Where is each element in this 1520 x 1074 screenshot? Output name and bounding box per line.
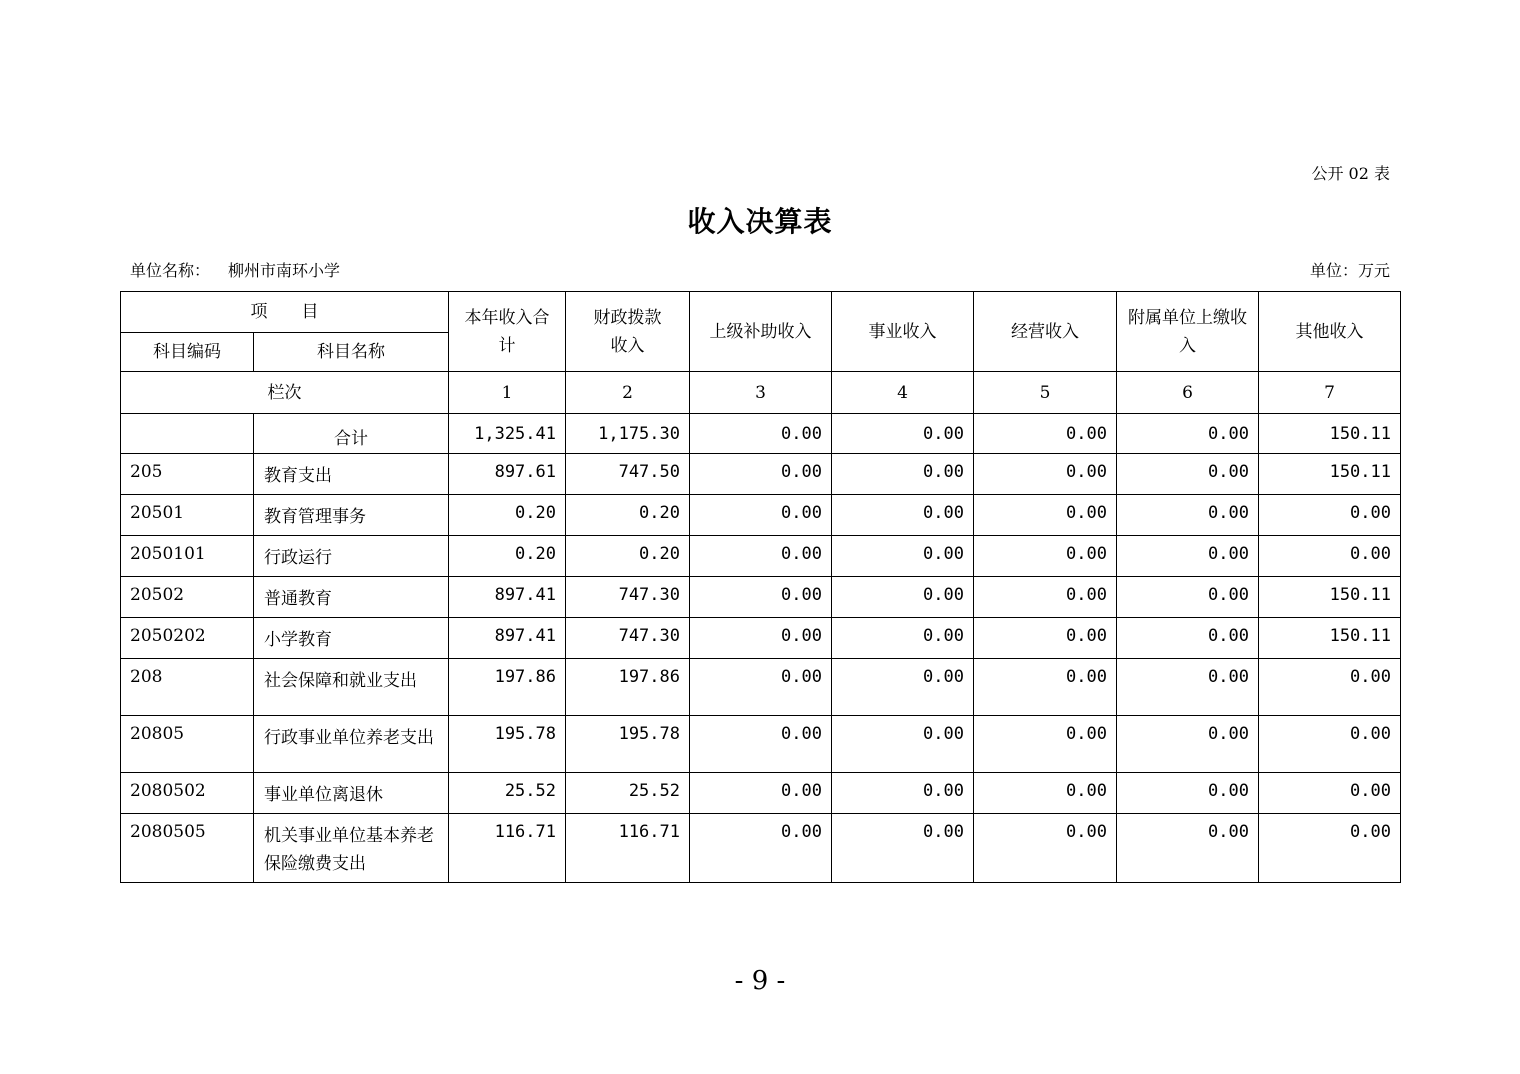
- amount-cell: 150.11: [1259, 454, 1401, 495]
- subject-name-cell: 教育支出: [254, 454, 449, 495]
- amount-cell: 0.00: [832, 716, 974, 773]
- income-settlement-table: [120, 291, 1401, 883]
- table-row: [121, 773, 1401, 814]
- header-subject-code: 科目编码: [121, 333, 254, 372]
- subject-name-cell: 行政运行: [254, 536, 449, 577]
- column-index-row: [121, 372, 1401, 414]
- amount-cell: 0.00: [1117, 618, 1259, 659]
- amount-cell: 116.71: [449, 814, 566, 883]
- page-number: - 9 -: [734, 966, 786, 996]
- total-value: 0.00: [690, 414, 832, 454]
- amount-cell: 0.00: [1117, 577, 1259, 618]
- amount-cell: 0.00: [690, 659, 832, 716]
- subject-code-cell: 205: [121, 454, 254, 495]
- table-row: [121, 814, 1401, 883]
- amount-cell: 0.00: [690, 577, 832, 618]
- column-index: 4: [832, 372, 974, 414]
- total-value: 1,175.30: [566, 414, 690, 454]
- header-item: 项 目: [121, 292, 449, 333]
- amount-cell: 0.00: [690, 716, 832, 773]
- amount-cell: 0.00: [1117, 659, 1259, 716]
- subject-code-cell: 20502: [121, 577, 254, 618]
- amount-cell: 0.00: [832, 659, 974, 716]
- header-fiscal: 财政拨款收入: [566, 292, 690, 372]
- amount-cell: 0.00: [974, 773, 1117, 814]
- header-superior: 上级补助收入: [690, 292, 832, 372]
- amount-cell: 0.00: [1117, 716, 1259, 773]
- amount-cell: 0.20: [566, 536, 690, 577]
- column-index: 1: [449, 372, 566, 414]
- table-row: [121, 659, 1401, 716]
- amount-cell: 0.00: [1259, 536, 1401, 577]
- amount-cell: 0.00: [832, 773, 974, 814]
- total-value: 0.00: [974, 414, 1117, 454]
- amount-cell: 0.00: [1259, 773, 1401, 814]
- amount-cell: 747.30: [566, 618, 690, 659]
- subject-code-cell: 2080505: [121, 814, 254, 883]
- unit-name-group: [130, 258, 340, 281]
- table-row: [121, 577, 1401, 618]
- total-value: 1,325.41: [449, 414, 566, 454]
- amount-cell: 0.00: [974, 659, 1117, 716]
- amount-cell: 0.00: [1117, 454, 1259, 495]
- amount-cell: 25.52: [449, 773, 566, 814]
- header-total: 本年收入合计: [449, 292, 566, 372]
- amount-cell: 0.00: [1259, 716, 1401, 773]
- column-index-label: 栏次: [121, 372, 449, 414]
- column-index: 7: [1259, 372, 1401, 414]
- total-value: 0.00: [1117, 414, 1259, 454]
- amount-cell: 0.00: [974, 536, 1117, 577]
- amount-cell: 897.61: [449, 454, 566, 495]
- subject-name-cell: 小学教育: [254, 618, 449, 659]
- amount-cell: 0.00: [832, 577, 974, 618]
- subject-code-cell: 2080502: [121, 773, 254, 814]
- amount-cell: 0.20: [566, 495, 690, 536]
- amount-cell: 0.00: [974, 577, 1117, 618]
- table-row: [121, 536, 1401, 577]
- form-code: 公开 02 表: [1311, 164, 1390, 183]
- amount-cell: 0.00: [974, 454, 1117, 495]
- amount-cell: 197.86: [566, 659, 690, 716]
- subject-name-cell: 行政事业单位养老支出: [254, 716, 449, 773]
- amount-cell: 0.00: [690, 536, 832, 577]
- total-row: [121, 414, 1401, 454]
- amount-cell: 0.00: [832, 618, 974, 659]
- page-title: 收入决算表: [687, 205, 833, 238]
- amount-cell: 0.00: [690, 495, 832, 536]
- table-row: [121, 454, 1401, 495]
- amount-cell: 0.00: [690, 618, 832, 659]
- amount-cell: 0.00: [1117, 773, 1259, 814]
- header-other: 其他收入: [1259, 292, 1401, 372]
- amount-cell: 897.41: [449, 577, 566, 618]
- subject-name-cell: 事业单位离退休: [254, 773, 449, 814]
- amount-cell: 0.00: [832, 495, 974, 536]
- amount-cell: 0.20: [449, 536, 566, 577]
- amount-cell: 0.00: [974, 814, 1117, 883]
- table-row: [121, 618, 1401, 659]
- subject-code-cell: 20805: [121, 716, 254, 773]
- header-subject-name: 科目名称: [254, 333, 449, 372]
- total-label: 合计: [254, 414, 449, 454]
- amount-cell: 197.86: [449, 659, 566, 716]
- total-value: 150.11: [1259, 414, 1401, 454]
- subject-code-cell: 2050101: [121, 536, 254, 577]
- amount-cell: 0.00: [832, 454, 974, 495]
- column-index: 6: [1117, 372, 1259, 414]
- amount-cell: 0.00: [690, 814, 832, 883]
- unit-name: 柳州市南环小学: [228, 261, 341, 280]
- amount-cell: 0.00: [1259, 659, 1401, 716]
- table-row: [121, 716, 1401, 773]
- amount-cell: 0.00: [1117, 536, 1259, 577]
- amount-cell: 747.50: [566, 454, 690, 495]
- header-operating: 经营收入: [974, 292, 1117, 372]
- amount-cell: 0.00: [1117, 495, 1259, 536]
- amount-cell: 195.78: [566, 716, 690, 773]
- amount-cell: 0.00: [974, 618, 1117, 659]
- amount-cell: 0.00: [690, 454, 832, 495]
- table-body: [121, 414, 1401, 883]
- table-row: [121, 495, 1401, 536]
- amount-cell: 195.78: [449, 716, 566, 773]
- amount-cell: 0.00: [1117, 814, 1259, 883]
- column-index: 3: [690, 372, 832, 414]
- total-code-cell: [121, 414, 254, 454]
- column-index: 2: [566, 372, 690, 414]
- amount-cell: 116.71: [566, 814, 690, 883]
- total-value: 0.00: [832, 414, 974, 454]
- subject-code-cell: 20501: [121, 495, 254, 536]
- header-affiliated: 附属单位上缴收入: [1117, 292, 1259, 372]
- subject-name-cell: 机关事业单位基本养老保险缴费支出: [254, 814, 449, 883]
- amount-cell: 0.00: [832, 814, 974, 883]
- subject-name-cell: 社会保障和就业支出: [254, 659, 449, 716]
- amount-cell: 150.11: [1259, 577, 1401, 618]
- amount-cell: 0.00: [1259, 495, 1401, 536]
- amount-cell: 0.20: [449, 495, 566, 536]
- unit-name-label: 单位名称：: [130, 261, 211, 280]
- amount-cell: 0.00: [1259, 814, 1401, 883]
- amount-cell: 0.00: [974, 495, 1117, 536]
- amount-cell: 747.30: [566, 577, 690, 618]
- subject-code-cell: 208: [121, 659, 254, 716]
- header-business: 事业收入: [832, 292, 974, 372]
- subject-name-cell: 普通教育: [254, 577, 449, 618]
- amount-cell: 897.41: [449, 618, 566, 659]
- amount-cell: 0.00: [832, 536, 974, 577]
- subject-code-cell: 2050202: [121, 618, 254, 659]
- amount-cell: 25.52: [566, 773, 690, 814]
- table-header: [121, 292, 1401, 414]
- amount-cell: 0.00: [974, 716, 1117, 773]
- amount-cell: 150.11: [1259, 618, 1401, 659]
- currency-unit: 单位：万元: [1309, 261, 1390, 280]
- column-index: 5: [974, 372, 1117, 414]
- subject-name-cell: 教育管理事务: [254, 495, 449, 536]
- amount-cell: 0.00: [690, 773, 832, 814]
